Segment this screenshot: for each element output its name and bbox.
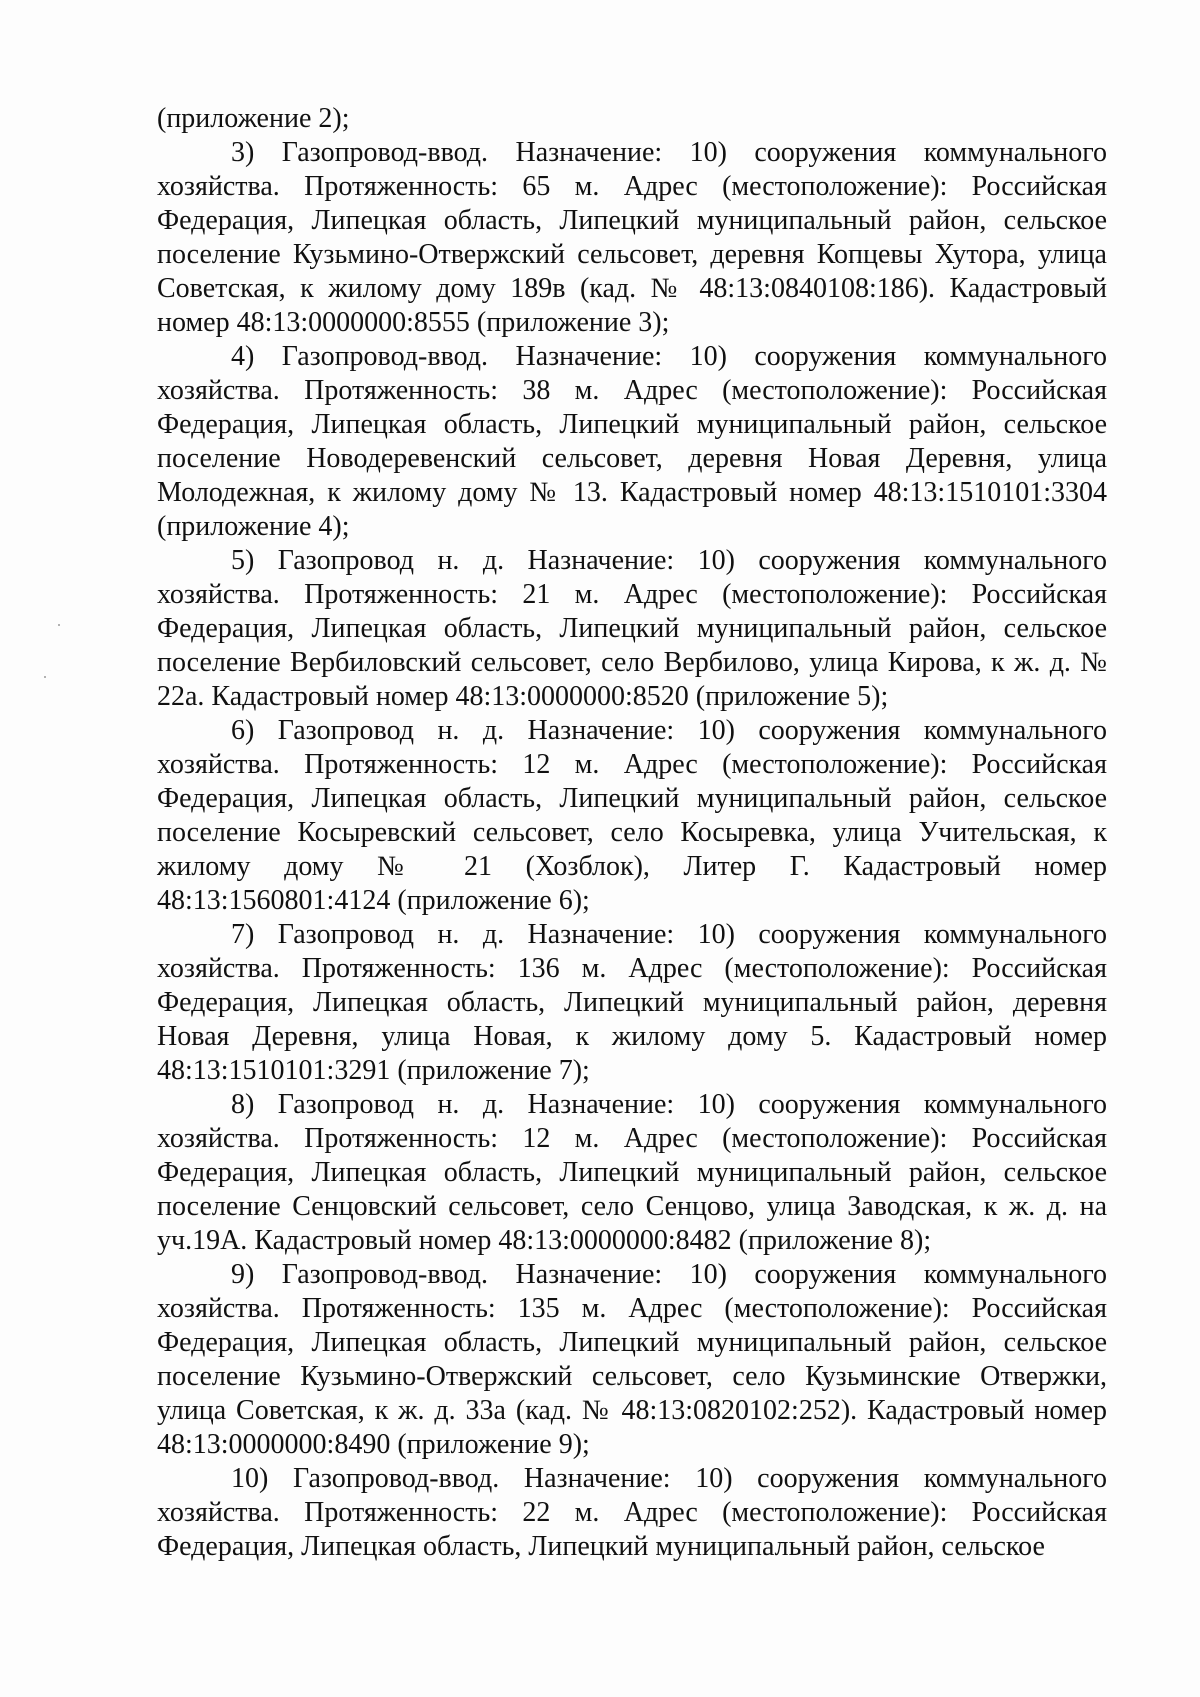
paragraph-item-4: 4) Газопровод-ввод. Назначение: 10) сооружения коммунального хозяйства. Протяженность: 38 м. Адрес (местоположение): Российская Федерация, Липецкая область, Липецкий муниципальный район, сельское поселение Новодеревенский сельсовет, деревня Новая Деревня, улица Молодежная, к жилому дому № 13. Кадастровый номер 48:13:1510101:3304 (приложение 4); (157, 341, 1107, 542)
paragraph-item-7: 7) Газопровод н. д. Назначение: 10) сооружения коммунального хозяйства. Протяженность: 136 м. Адрес (местоположение): Российская Федерация, Липецкая область, Липецкий муниципальный район, деревня Новая Деревня, улица Новая, к жилому дому 5. Кадастровый номер 48:13:1510101:3291 (приложение 7); (157, 919, 1107, 1086)
paragraph-item-9: 9) Газопровод-ввод. Назначение: 10) сооружения коммунального хозяйства. Протяженность: 135 м. Адрес (местоположение): Российская Федерация, Липецкая область, Липецкий муниципальный район, сельское поселение Кузьмино-Отвержский сельсовет, село Кузьминские Отвержки, улица Советская, к ж. д. 33а (кад. № 48:13:0820102:252). Кадастровый номер 48:13:0000000:8490 (приложение 9); (157, 1259, 1107, 1460)
paragraph-item-10: 10) Газопровод-ввод. Назначение: 10) сооружения коммунального хозяйства. Протяженность: 22 м. Адрес (местоположение): Российская Федерация, Липецкая область, Липецкий муниципальный район, сельское (157, 1463, 1107, 1562)
paragraph-item-5: 5) Газопровод н. д. Назначение: 10) сооружения коммунального хозяйства. Протяженность: 21 м. Адрес (местоположение): Российская Федерация, Липецкая область, Липецкий муниципальный район, сельское поселение Вербиловский сельсовет, село Вербилово, улица Кирова, к ж. д. № 22а. Кадастровый номер 48:13:0000000:8520 (приложение 5); (157, 545, 1107, 712)
paragraph-item-8: 8) Газопровод н. д. Назначение: 10) сооружения коммунального хозяйства. Протяженность: 12 м. Адрес (местоположение): Российская Федерация, Липецкая область, Липецкий муниципальный район, сельское поселение Сенцовский сельсовет, село Сенцово, улица Заводская, к ж. д. на уч.19А. Кадастровый номер 48:13:0000000:8482 (приложение 8); (157, 1089, 1107, 1256)
paragraph-item-3: 3) Газопровод-ввод. Назначение: 10) сооружения коммунального хозяйства. Протяженность: 65 м. Адрес (местоположение): Российская Федерация, Липецкая область, Липецкий муниципальный район, сельское поселение Кузьмино-Отвержский сельсовет, деревня Копцевы Хутора, улица Советская, к жилому дому 189в (кад. № 48:13:0840108:186). Кадастровый номер 48:13:0000000:8555 (приложение 3); (157, 137, 1107, 338)
document-body (157, 102, 1107, 1564)
scan-artifact (44, 676, 46, 678)
paragraph-continuation: (приложение 2); (157, 103, 350, 134)
scan-artifact (58, 624, 60, 626)
paragraph-item-6: 6) Газопровод н. д. Назначение: 10) сооружения коммунального хозяйства. Протяженность: 12 м. Адрес (местоположение): Российская Федерация, Липецкая область, Липецкий муниципальный район, сельское поселение Косыревский сельсовет, село Косыревка, улица Учительская, к жилому дому № 21 (Хозблок), Литер Г. Кадастровый номер 48:13:1560801:4124 (приложение 6); (157, 715, 1107, 916)
